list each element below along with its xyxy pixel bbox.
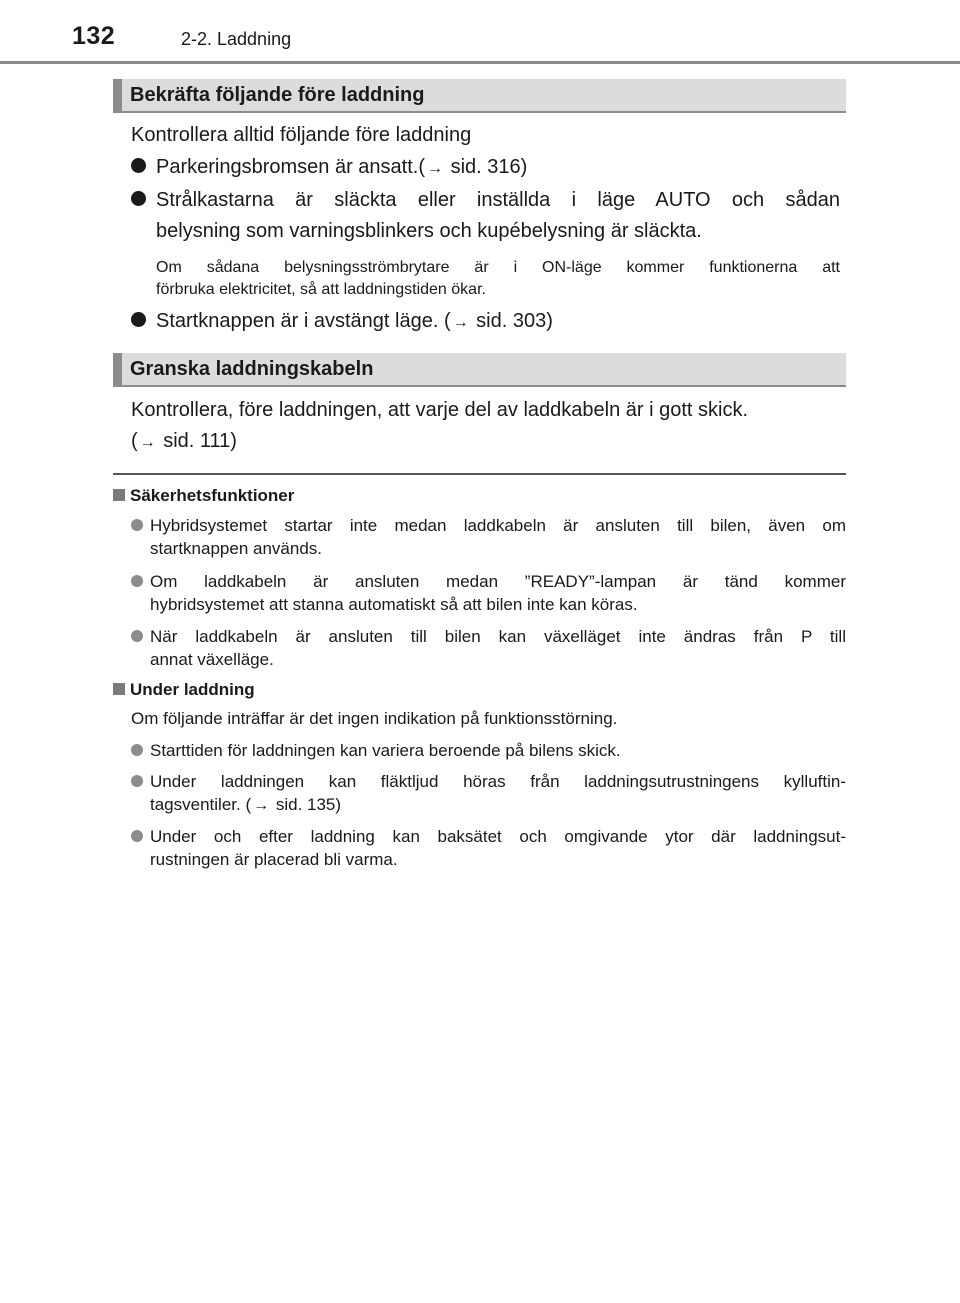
- bullet-icon: [131, 519, 143, 531]
- list-item: Under och efter laddning kan baksätet och omgivande ytor där laddningsut- rustningen är placerad bli varma.: [131, 825, 846, 871]
- check-item-text: Parkeringsbromsen är ansatt.(: [156, 156, 426, 178]
- section-heading-cable: [113, 353, 846, 387]
- check-item-text: Strålkastarna är släckta eller inställda i läge AUTO och sådan: [156, 189, 840, 211]
- arrow-right-icon: →: [139, 434, 156, 451]
- section-intro: Kontrollera alltid följande före laddning: [131, 124, 472, 146]
- section-divider: [113, 473, 846, 475]
- note-line: förbruka elektricitet, så att laddningstiden ökar.: [156, 281, 486, 298]
- arrow-right-icon: →: [452, 314, 469, 331]
- bullet-icon: [131, 575, 143, 587]
- section-title: Bekräfta följande före laddning: [130, 84, 425, 106]
- check-item-text: Startknappen är i avstängt läge. (: [156, 310, 451, 332]
- section-accent: [113, 79, 122, 111]
- page-reference-link[interactable]: sid. 303): [470, 310, 553, 332]
- page-reference-link[interactable]: sid. 135): [271, 795, 342, 814]
- page-header: [0, 0, 960, 64]
- bullet-icon: [131, 775, 143, 787]
- chapter-title: 2-2. Laddning: [181, 29, 292, 49]
- bullet-icon: [131, 312, 146, 327]
- cable-check-text: Kontrollera, före laddningen, att varje del av laddkabeln är i gott skick.: [131, 399, 749, 421]
- header-rule: [0, 61, 960, 64]
- page-reference-link[interactable]: sid. 111): [157, 430, 237, 452]
- bullet-icon: [131, 744, 143, 756]
- arrow-right-icon: →: [253, 797, 270, 814]
- arrow-right-icon: →: [427, 160, 444, 177]
- section-accent: [113, 353, 122, 385]
- check-item-text-continued: belysning som varningsblinkers och kupébelysning är släckta.: [156, 220, 702, 242]
- list-item: Starttiden för laddningen kan variera beroende på bilens skick.: [131, 739, 846, 762]
- bullet-icon: [131, 191, 146, 206]
- page-reference-link[interactable]: sid. 316): [445, 156, 528, 178]
- bullet-icon: [131, 830, 143, 842]
- subheading-safety: Säkerhetsfunktioner: [113, 486, 294, 506]
- list-item: Hybridsystemet startar inte medan laddkabeln är ansluten till bilen, även om startknappen används.: [131, 514, 846, 560]
- subheading-during-charging: Under laddning: [113, 680, 255, 700]
- charging-intro: Om följande inträffar är det ingen indikation på funktionsstörning.: [131, 709, 618, 728]
- list-item: Om laddkabeln är ansluten medan ”READY”-lampan är tänd kommer hybridsystemet att stanna automatiskt så att bilen inte kan köras.: [131, 570, 846, 616]
- section-title: Granska laddningskabeln: [130, 358, 374, 380]
- square-bullet-icon: [113, 683, 125, 695]
- bullet-icon: [131, 158, 146, 173]
- page-number: 132: [72, 22, 116, 50]
- list-item: Under laddningen kan fläktljud höras från laddningsutrustningens kylluftin- tagsventiler. ( → sid. 135): [131, 770, 846, 816]
- list-item: När laddkabeln är ansluten till bilen kan växelläget inte ändras från P till annat växelläge.: [131, 625, 846, 671]
- note-line: Om sådana belysningsströmbrytare är i ON-läge kommer funktionerna att: [156, 259, 840, 276]
- square-bullet-icon: [113, 489, 125, 501]
- bullet-icon: [131, 630, 143, 642]
- cable-check-reference: ( → sid. 111): [131, 426, 237, 458]
- section-heading-confirm: [113, 79, 846, 113]
